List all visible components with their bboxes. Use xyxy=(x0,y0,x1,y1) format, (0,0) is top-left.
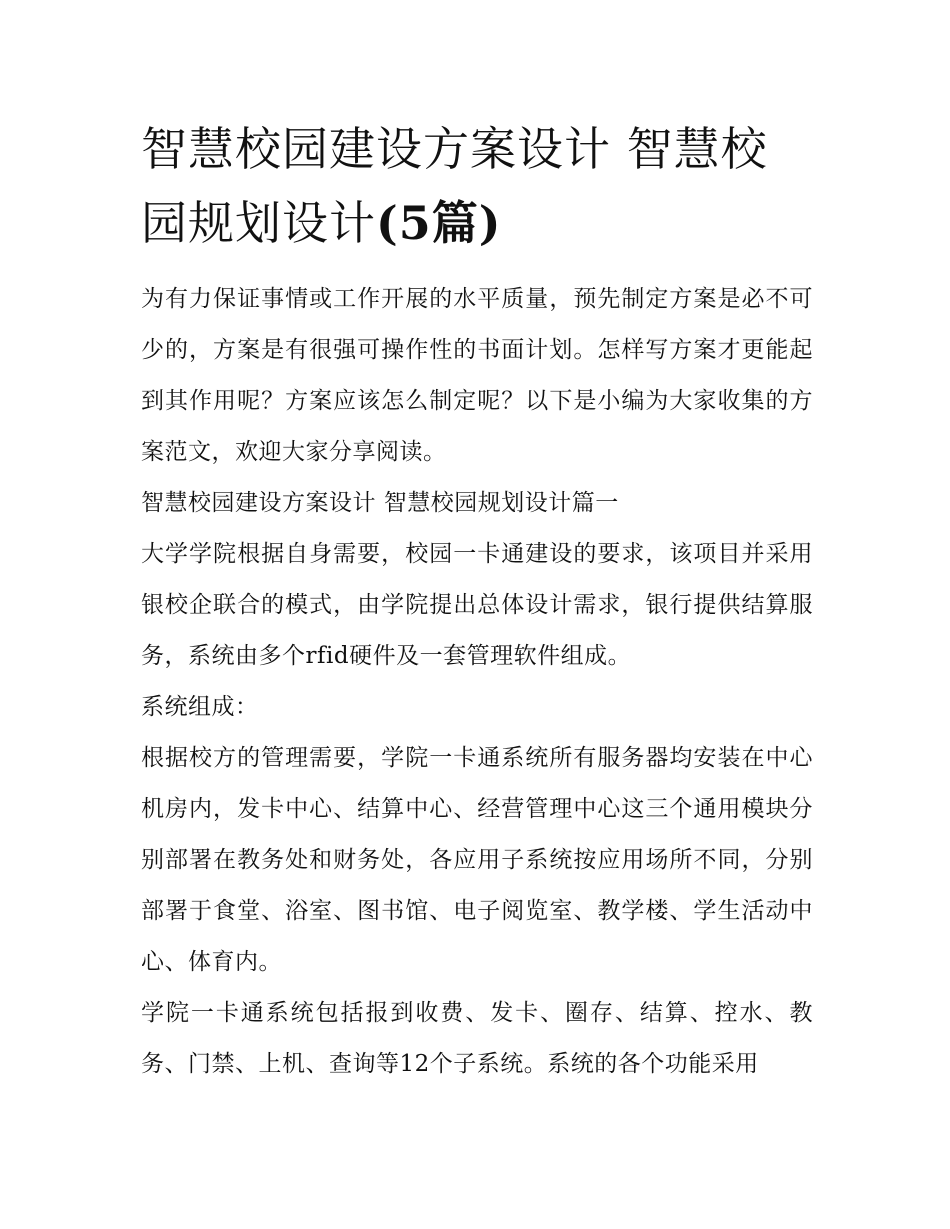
body-paragraph: 学院一卡通系统包括报到收费、发卡、圈存、结算、控水、教务、门禁、上机、查询等12个子系统。系统的各个功能采用 xyxy=(141,1000,813,1077)
document-body xyxy=(141,112,813,1090)
intro-paragraph: 为有力保证事情或工作开展的水平质量，预先制定方案是必不可少的，方案是有很强可操作性的书面计划。怎样写方案才更能起到其作用呢？方案应该怎么制定呢？以下是小编为大家收集的方案范文，欢迎大家分享阅读。 xyxy=(141,286,813,465)
document-title xyxy=(141,112,813,260)
body-paragraph: 根据校方的管理需要，学院一卡通系统所有服务器均安装在中心机房内，发卡中心、结算中心、经营管理中心这三个通用模块分别部署在教务处和财务处，各应用子系统按应用场所不同，分别部署于食堂、浴室、图书馆、电子阅览室、教学楼、学生活动中心、体育内。 xyxy=(141,745,813,975)
section-heading: 智慧校园建设方案设计 智慧校园规划设计篇一 xyxy=(141,490,619,516)
body-paragraph: 大学学院根据自身需要，校园一卡通建设的要求，该项目并采用银校企联合的模式，由学院提出总体设计需求，银行提供结算服务，系统由多个rfid硬件及一套管理软件组成。 xyxy=(141,541,813,669)
document-title-main: 智慧校园建设方案设计 智慧校园规划设计 xyxy=(141,122,768,250)
subsection-heading: 系统组成： xyxy=(141,694,259,720)
document-title-suffix: (5篇) xyxy=(376,196,502,250)
